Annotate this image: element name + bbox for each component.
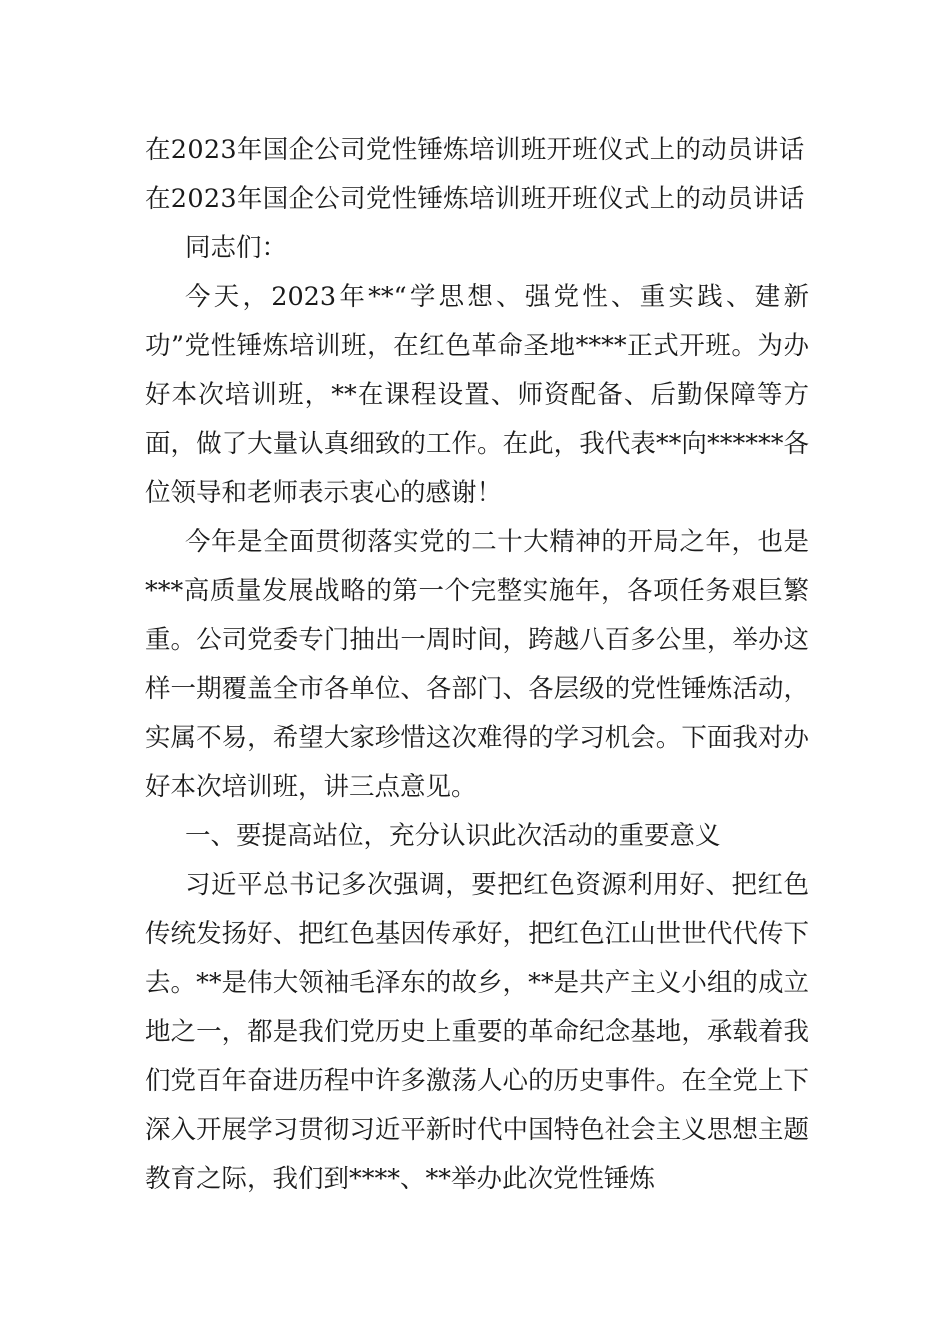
salutation: 同志们： <box>185 233 288 263</box>
section-1-paragraph: 习近平总书记多次强调，要把红色资源利用好、把红色传统发扬好、把红色基因传承好，把红色江山世世代代传下去。**是伟大领袖毛泽东的故乡，**是共产主义小组的成立地之一，都是我们党历史上重要的革命纪念基地，承载着我们党百年奋进历程中许多激荡人心的历史事件。在全党上下深入开展学习贯彻习近平新时代中国特色社会主义思想主题教育之际，我们到****、**举办此次党性锤炼 <box>145 870 809 1194</box>
document-body <box>145 126 809 1204</box>
document-title-line-2: 在2023年国企公司党性锤炼培训班开班仪式上的动员讲话 <box>145 184 805 214</box>
paragraph-opening: 今天，2023年**“学思想、强党性、重实践、建新功”党性锤炼培训班，在红色革命圣地****正式开班。为办好本次培训班，**在课程设置、师资配备、后勤保障等方面，做了大量认真细致的工作。在此，我代表**向******各位领导和老师表示衷心的感谢！ <box>145 282 809 508</box>
paragraph-context: 今年是全面贯彻落实党的二十大精神的开局之年，也是***高质量发展战略的第一个完整实施年，各项任务艰巨繁重。公司党委专门抽出一周时间，跨越八百多公里，举办这样一期覆盖全市各单位、各部门、各层级的党性锤炼活动，实属不易，希望大家珍惜这次难得的学习机会。下面我对办好本次培训班，讲三点意见。 <box>145 527 809 802</box>
section-heading-1: 一、要提高站位，充分认识此次活动的重要意义 <box>185 821 721 851</box>
document-title-line-1: 在2023年国企公司党性锤炼培训班开班仪式上的动员讲话 <box>145 135 805 165</box>
